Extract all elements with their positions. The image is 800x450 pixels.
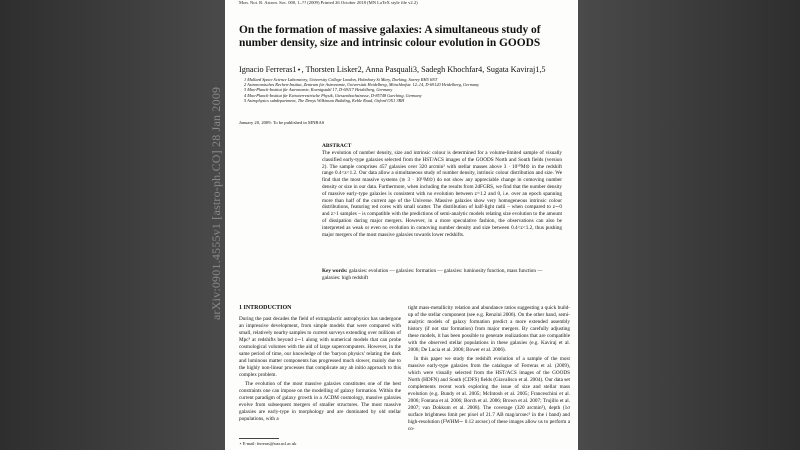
abstract-heading: ABSTRACT	[322, 143, 352, 149]
right-column	[408, 305, 570, 433]
affiliation-line: 4 Max-Planck-Institut für Extraterrestrische Physik, Giessenbachstrasse, D-85748 Garching, Germany	[244, 92, 422, 98]
paragraph: During the past decades the field of extragalactic astrophysics has undergone an impressive development, from simple models that were compared with small, relatively nearby samples to current surveys extending over millions of Mpc³ at redshifts beyond z∼1 along with numerical models that can probe cosmological volumes with the aid of large supercomputers. However, in the same period of time, our knowledge of the 'baryon physics' relating the dark and luminous matter components has progressed much slower, mainly due to the highly non-linear processes that complicate any ab initio approach to this complex problem.	[239, 316, 401, 378]
affiliation-line: 3 Max-Planck-Institut für Astronomie, Koenigstuhl 17, D-69117 Heidelberg, Germany	[244, 87, 393, 93]
paragraph: In this paper we study the redshift evolution of a sample of the most massive early-type galaxies from the catalogue of Ferreras et al. (2009), which were visually selected from the HST/ACS images of the GOODS North (HDFN) and South (CDFS) fields (Giavalisco et al. 2004). Our data set complements recent work exploring the issue of size and stellar mass evolution (e.g. Bundy et al. 2005; McIntosh et al. 2005; Franceschini et al. 2006; Fontana et al. 2006; Borch et al. 2006; Brown et al. 2007; Trujillo et al. 2007; van Dokkum et al. 2008). The coverage (320 arcmin²), depth (1σ surface brightness limit per pixel of 21.7 AB mag/arcsec² in the i band) and high-resolution (FWHM∼ 0.12 arcsec) of these images allow us to perform a co-	[408, 356, 570, 432]
abstract-text: The evolution of number density, size and intrinsic colour is determined for a volume-limited sample of visually classified early-type galaxies selected from the HST/ACS images of the GOODS North and South fields (version 2). The sample comprises 457 galaxies over 320 arcmin² with stellar masses above 3 · 10¹⁰M⊙ in the redshift range 0.4<z<1.2. Our data allow a simultaneous study of number density, intrinsic colour distribution and size. We find that the most massive systems (≳ 3 · 10¹¹M⊙) do not show any appreciable change in comoving number density or size in our data. Furthermore, when including the results from 2dFGRS, we find that the number density of massive early-type galaxies is consistent with no evolution between z=1.2 and 0, i.e. over an epoch spanning more than half of the current age of the Universe. Massive galaxies show very homogeneous intrinsic colour distributions, featuring red cores with small scatter. The distribution of half-light radii – when compared to z∼0 and z>1 samples – is compatible with the predictions of semi-analytic models relating size evolution to the amount of dissipation during major mergers. However, in a more speculative fashion, the observations can also be interpreted as weak or even no evolution in comoving number density and size between 0.4<z<1.2, thus pushing major mergers of the most massive galaxies towards lower redshifts.	[322, 150, 562, 238]
running-header: Mon. Not. R. Astron. Soc. 000, 1–?? (2009) Printed 26 October 2018 (MN LaTeX style file v2.2)	[239, 0, 418, 5]
arxiv-stamp: arXiv:0901.4555v1 [astro-ph.CO] 28 Jan 2009	[209, 86, 223, 320]
paragraph: The evolution of the most massive galaxies constitutes one of the best constraints one can impose on the modelling of galaxy formation. Within the current paradigm of galaxy growth in a ΛCDM cosmology, massive galaxies evolve from subsequent mergers of smaller structures. The most massive galaxies are early-type in morphology and are dominated by old stellar populations, with a	[239, 381, 401, 422]
keywords-label: Key words:	[322, 268, 348, 274]
keywords-text: galaxies: evolution — galaxies: formation — galaxies: luminosity function, mass function — galaxies: high redshift	[322, 268, 543, 281]
paragraph: tight mass-metallicity relation and abundance ratios suggesting a quick build-up of the stellar component (see e.g. Renzini 2006). On the other hand, semi-analytic models of galaxy formation predict a more extended assembly history (if not star formation) from major mergers. By carefully adjusting these models, it has been possible to generate realizations that are compatible with the observed stellar populations in these galaxies (e.g. Kaviraj et al. 2006; De Lucia et al. 2006; Bower et al. 2006).	[408, 305, 570, 353]
paper-title: On the formation of massive galaxies: A simultaneous study of number density, size and intrinsic colour evolution in GOODS	[239, 24, 541, 50]
affiliation-line: 1 Mullard Space Science Laboratory, University College London, Holmbury St Mary, Dorking, Surrey RH5 6NT	[244, 77, 438, 82]
acceptance-date: January 20, 2009: To be published in MNRAS	[239, 120, 325, 125]
paper-page	[225, 0, 578, 450]
viewer-background-right	[578, 0, 800, 450]
affiliation-line: 2 Astronomisches Rechen-Institut, Zentrum für Astronomie, Universität Heidelberg, Mönchhofstr. 12–14, D-69120 Heidelberg, Germany	[244, 82, 480, 88]
viewer-background-left	[0, 0, 225, 450]
left-column	[239, 316, 401, 423]
footnote-rule	[239, 438, 279, 439]
section-heading-introduction: 1 INTRODUCTION	[239, 305, 292, 311]
affiliations	[244, 77, 564, 103]
author-list: Ignacio Ferreras1⋆, Thorsten Lisker2, Anna Pasquali3, Sadegh Khochfar4, Sugata Kaviraj1,5	[239, 65, 546, 74]
footnote: ⋆ E-mail: ferreras@star.ucl.ac.uk	[239, 441, 297, 446]
keywords	[322, 268, 562, 282]
affiliation-line: 5 Astrophysics subdepartment, The Denys Wilkinson Building, Keble Road, Oxford OX1 3RH	[244, 97, 405, 103]
